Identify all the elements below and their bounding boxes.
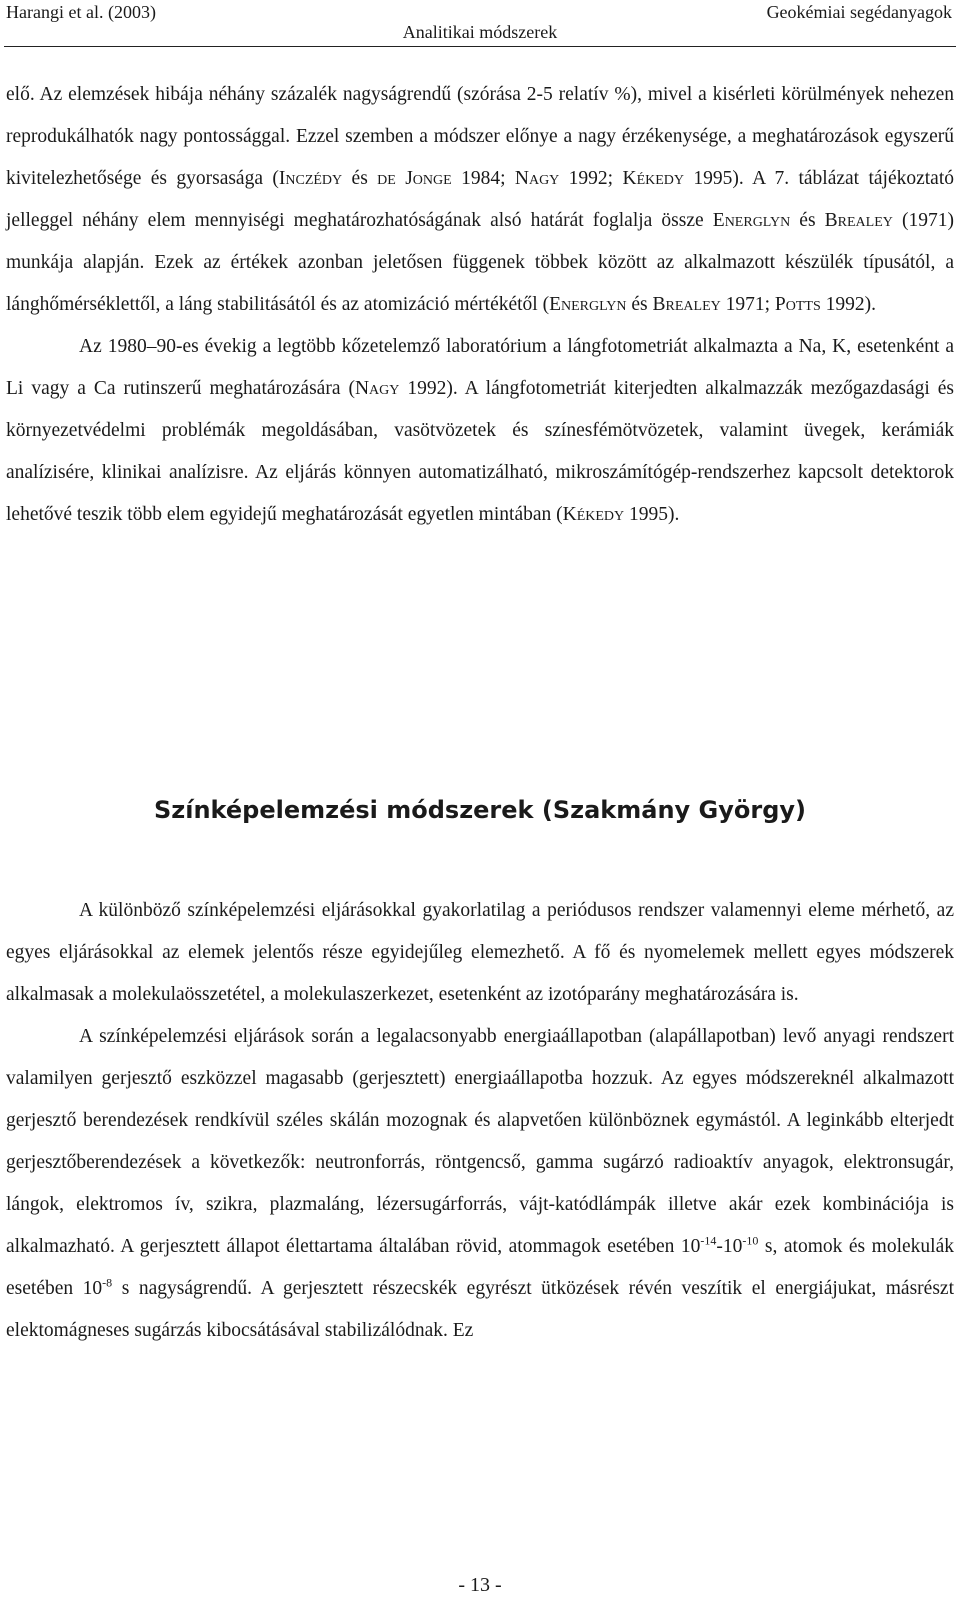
header-authors: Harangi et al. (2003) (6, 2, 156, 22)
section-flame-photometry (6, 74, 954, 536)
author-citation: Kékedy (622, 168, 685, 189)
exponent: -10 (742, 1233, 759, 1248)
section-spectral-analysis (6, 890, 954, 1352)
header-chapter-title: Analitikai módszerek (402, 22, 558, 42)
author-citation: Energlyn (549, 294, 627, 315)
author-citation: Inczédy (278, 168, 343, 189)
paragraph: A színképelemzési eljárások során a legalacsonyabb energiaállapotban (alapállapotban) levő anyagi rendszert valamilyen gerjesztő eszközzel magasabb (gerjesztett) energiaállapotba hozzuk. Az egyes módszereknél alkalmazott gerjesztő berendezések rendkívül széles skálán mozognak és alapvetően különböznek egymástól. A leginkább elterjedt gerjesztőberendezések a következők: neutronforrás, röntgencső, gamma sugárzó radioaktív anyagok, elektronsugár, lángok, elektromos ív, szikra, plazmaláng, lézersugárforrás, vájt-katódlámpák illetve akár ezek kombinációja is alkalmazható. A gerjesztett állapot élettartama általában rövid, atommagok esetében $10^{-14}-10^{-10}$ s, atomok és molekulák esetében $10^{-8}$ s nagyságrendű. A gerjesztett részecskék egyrészt ütközések révén veszítik el energiájukat, másrészt elektomágneses sugárzás kibocsátásával stabilizálódnak. Ez (6, 1026, 954, 1341)
author-citation: Nagy (514, 168, 560, 189)
author-citation: Energlyn (712, 210, 791, 231)
author-citation: Kékedy (562, 504, 625, 525)
author-citation: de Jonge (377, 168, 452, 189)
author-citation: Brealey (652, 294, 721, 315)
header-series-title: Geokémiai segédanyagok (766, 2, 952, 22)
author-citation: Potts (774, 294, 821, 315)
exponent: -8 (102, 1275, 113, 1290)
header-divider (4, 46, 956, 47)
page-number: - 13 - (458, 1574, 502, 1596)
page-header (0, 0, 960, 44)
paragraph: A különböző színképelemzési eljárásokkal gyakorlatilag a periódusos rendszer valamennyi eleme mérhető, az egyes eljárásokkal az elemek jelentős része egyidejűleg elemezhető. A fő és nyomelemek mellett egyes módszerek alkalmasak a molekulaösszetétel, a molekulaszerkezet, esetenként az izotóparány meghatározására is. (6, 900, 954, 1005)
exponent: -14 (700, 1233, 717, 1248)
section-heading: Színképelemzési módszerek (Szakmány György) (153, 796, 806, 824)
author-citation: Brealey (824, 210, 893, 231)
author-citation: Nagy (354, 378, 400, 399)
paragraph: Az 1980–90-es évekig a legtöbb kőzetelemző laboratórium a lángfotometriát alkalmazta a Na, K, esetenként a Li vagy a Ca rutinszerű meghatározására (Nagy 1992). A lángfotometriát kiterjedten alkalmazzák mezőgazdasági és környezetvédelmi problémák megoldásában, vasötvözetek és színesfémötvözetek, valamint üvegek, kerámiák analízisére, klinikai analízisre. Az eljárás könnyen automatizálható, mikroszámítógép-rendszerhez kapcsolt detektorok lehetővé teszik több elem egyidejű meghatározását egyetlen mintában (Kékedy 1995). (6, 336, 955, 525)
paragraph: elő. Az elemzések hibája néhány százalék nagyságrendű (szórása 2-5 relatív %), mivel a kisérleti körülmények nehezen reprodukálhatók nagy pontossággal. Ezzel szemben a módszer előnye a nagy érzékenysége, a meghatározások egyszerű kivitelezhetősége és gyorsasága (Inczédy és de Jonge 1984; Nagy 1992; Kékedy 1995). A 7. táblázat tájékoztató jelleggel néhány elem mennyiségi meghatározhatóságának alsó határát foglalja össze Energlyn és Brealey (1971) munkája alapján. Ezek az értékek azonban jeletősen függenek többek között az alkalmazott készülék típusától, a lánghőmérséklettől, a láng stabilitásától és az atomizáció mértékétől (Energlyn és Brealey 1971; Potts 1992). (6, 84, 955, 315)
